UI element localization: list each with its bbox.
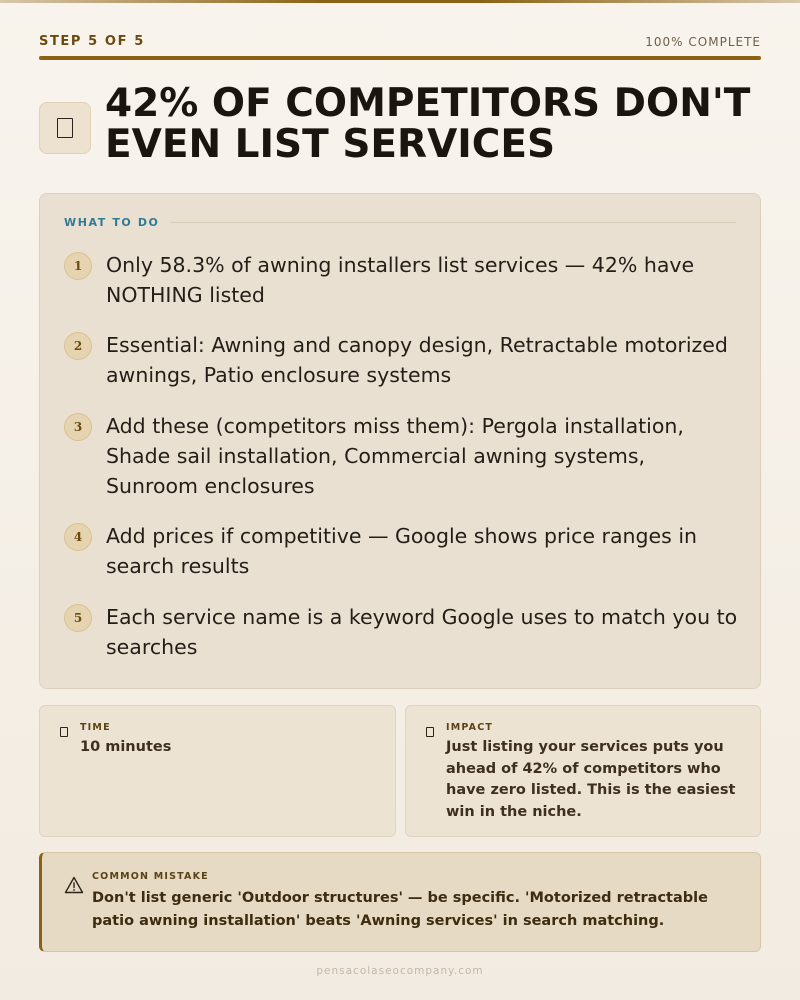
step-item-3 [64, 411, 740, 501]
step-item-4 [64, 521, 740, 581]
document-icon [39, 102, 91, 154]
footer-domain: pensacolaseocompany.com [316, 965, 484, 977]
common-mistake-text: Don't list generic 'Outdoor structures' — be specific. 'Motorized retractable patio awning installation' beats 'Awning services' in search matching. [92, 890, 708, 929]
common-mistake-label: COMMON MISTAKE [92, 871, 209, 882]
impact-value: Just listing your services puts you ahead of 42% of competitors who have zero listed. This is the easiest win in the niche. [446, 739, 736, 820]
what-to-do-card [39, 193, 761, 689]
heading-divider [170, 222, 737, 223]
step-text: Only 58.3% of awning installers list services — 42% have NOTHING listed [106, 253, 695, 307]
step-text: Each service name is a keyword Google uses to match you to searches [106, 605, 738, 659]
step-indicator: STEP 5 OF 5 [39, 34, 145, 49]
impact-label: IMPACT [446, 722, 494, 733]
step-number-badge: 1 [64, 252, 92, 280]
warning-icon [64, 875, 84, 895]
impact-stat-card [405, 705, 761, 837]
top-accent-rule [0, 0, 800, 3]
step-number-badge: 4 [64, 523, 92, 551]
time-label: TIME [80, 722, 111, 733]
step-item-5 [64, 602, 740, 662]
page-title: 42% OF COMPETITORS DON'T EVEN LIST SERVICES [105, 81, 751, 167]
what-to-do-heading-row [64, 216, 736, 229]
step-number-badge: 3 [64, 413, 92, 441]
time-stat-card [39, 705, 396, 837]
step-item-2 [64, 330, 740, 390]
time-value: 10 minutes [80, 739, 172, 755]
clock-icon [60, 727, 68, 737]
step-text: Add these (competitors miss them): Pergola installation, Shade sail installation, Commercial awning systems, Sunroom enclosures [106, 414, 684, 498]
step-number-badge: 5 [64, 604, 92, 632]
step-text: Essential: Awning and canopy design, Retractable motorized awnings, Patio enclosure systems [106, 333, 728, 387]
progress-header [39, 34, 761, 49]
step-text: Add prices if competitive — Google shows price ranges in search results [106, 524, 698, 578]
progress-bar-fill [39, 56, 761, 60]
target-icon [426, 727, 434, 737]
completion-percent: 100% COMPLETE [645, 34, 761, 49]
progress-bar [39, 56, 761, 60]
common-mistake-card [39, 852, 761, 952]
document-icon-glyph [57, 118, 73, 138]
step-item-1 [64, 250, 740, 310]
step-number-badge: 2 [64, 332, 92, 360]
what-to-do-heading: WHAT TO DO [64, 216, 160, 229]
